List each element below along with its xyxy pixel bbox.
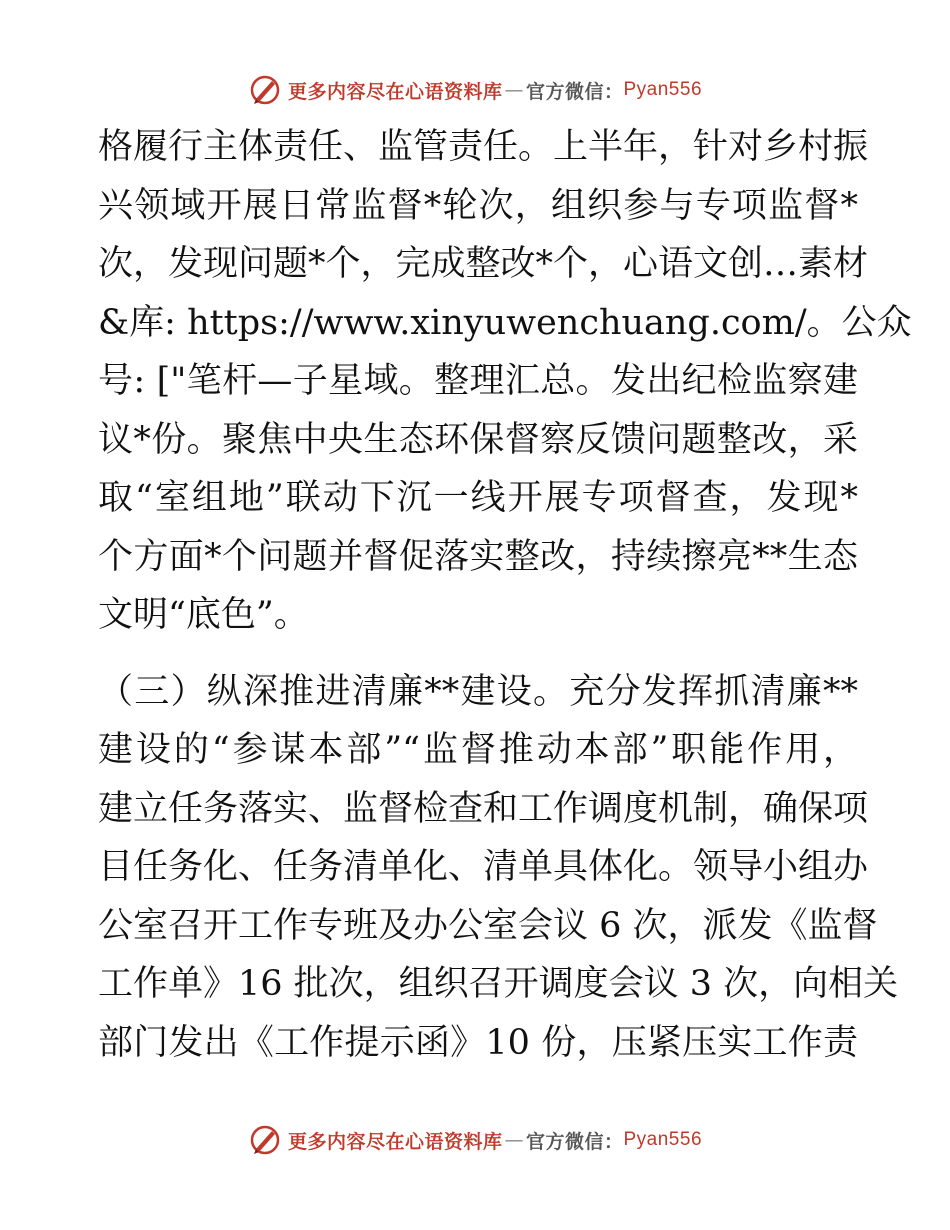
- paragraph-clean-governance: [98, 663, 899, 1073]
- text-line: 格履行主体责任、监管责任。上半年，针对乡村振: [98, 127, 869, 167]
- text-line: 建设的“参谋本部”“监督推动本部”职能作用，: [98, 730, 858, 770]
- text-line: 个方面*个问题并督促落实整改，持续擦亮**生态: [98, 536, 858, 577]
- text-line: 号: ["笔杆—子星域。整理汇总。发出纪检监察建: [98, 361, 858, 401]
- text-line: 工作单》16 批次，组织召开调度会议 3 次，向相关: [98, 964, 899, 1004]
- watermark-wechat-id: Pyan556: [623, 1129, 703, 1150]
- text-line: 取“室组地”联动下沉一线开展专项督查，发现*: [98, 478, 858, 518]
- text-line: 公室召开工作专班及办公室会议 6 次，派发《监督: [98, 905, 878, 946]
- footer-watermark: [0, 1120, 950, 1160]
- header-watermark: [0, 70, 950, 110]
- text-line: 部门发出《工作提示函》10 份，压紧压实工作责: [98, 1022, 858, 1063]
- watermark-brand: 更多内容尽在心语资料库: [287, 1130, 503, 1153]
- text-line: 文明“底色”。: [98, 595, 309, 635]
- text-line: &库: https://www.xinyuwenchuang.com/。公众: [98, 302, 912, 343]
- text-line: 议*份。聚焦中央生态环保督察反馈问题整改，采: [98, 419, 858, 460]
- pen-logo-icon: [248, 73, 282, 107]
- watermark-wechat-label: 官方微信：: [525, 1130, 624, 1153]
- text-line: （三）纵深推进清廉**建设。充分发挥抓清廉**: [98, 671, 858, 712]
- watermark-wechat-label: 官方微信：: [525, 80, 624, 103]
- watermark-separator: —: [504, 79, 524, 101]
- watermark-brand: 更多内容尽在心语资料库: [287, 80, 503, 103]
- watermark-separator: —: [504, 1129, 524, 1151]
- text-line: 建立任务落实、监督检查和工作调度机制，确保项: [98, 788, 869, 829]
- watermark-wechat-id: Pyan556: [623, 79, 703, 100]
- document-body: [98, 118, 912, 1072]
- pen-logo-icon: [248, 1123, 282, 1157]
- paragraph-supervision: [98, 118, 912, 645]
- text-line: 兴领域开展日常监督*轮次，组织参与专项监督*: [98, 185, 858, 226]
- text-line: 次，发现问题*个，完成整改*个，心语文创…素材: [98, 244, 869, 284]
- text-line: 目任务化、任务清单化、清单具体化。领导小组办: [98, 847, 869, 887]
